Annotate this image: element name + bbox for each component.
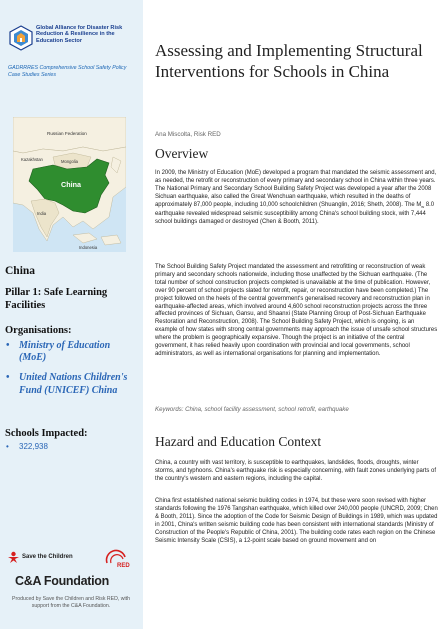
country-title: China: [5, 265, 36, 277]
risk-red-label: RED: [117, 563, 130, 569]
gadrrres-logo-icon: [8, 24, 34, 52]
document-title: Assessing and Implementing Structural Interventions for Schools in China: [155, 41, 423, 81]
overview-paragraph-1: [155, 170, 438, 227]
overview-paragraph-2: The School Building Safety Project mandated the assessment and retrofitting or reconstruction of weak primary and secondary schools nationwide, including those unaffected by the Sichuan earthquake. (The total number of school construction projects completed is unavailable at the time of publication. However, over 90 percent of school projects slated for retrofit, repair, or reconstruction have been completed.) The project followed on the heels of the central government's generalised recovery and reconstruction plan in earthquake-affected areas, which involved around 4,600 school reconstruction projects across the three affected provinces of Sichuan, Gansu, and Shaanxi (State Planning Group of Post-Sichuan Earthquake Restoration and Reconstruction, 2008). The School Building Safety Project, which is ongoing, is an example of how states with strong central governments may approach the issue of unsafe school structures where the problem is geographically expansive. Though the project is an initiative of the central government, it has relied heavily upon coordination with provincial and local governments, school administrators, as well as international organisations for planning and implementation.: [155, 264, 438, 357]
series-label: GADRRRES Comprehensive School Safety Policy Case Studies Series: [8, 65, 127, 78]
sidebar: [0, 0, 143, 629]
ca-foundation-logo: [15, 574, 109, 588]
overview-heading: Overview: [155, 146, 209, 161]
risk-red-logo: [103, 547, 137, 569]
organisation-item: • Ministry of Education (MoE): [5, 340, 139, 364]
map-label-russia: Russian Federation: [47, 131, 87, 136]
overview-p1-part-a: In 2009, the Ministry of Education (MoE) developed a program that mandated the seismic assessment and, as needed, the retrofit or reconstruction of every primary and secondary school in China within three years. The National Primary and Secondary School Building Safety Project was developed a year after the 2008 Sichuan earthquake, also called the Great Wenchuan earthquake, which resulted in the deaths of approximately 87,000 people, including 10,000 schoolchildren (Shuanglin, 2016; Sheth, 2008). The M: [155, 170, 437, 208]
save-the-children-logo: Save the Children: [22, 554, 73, 560]
keywords-line: Keywords: China, school facility assessment, school retrofit, earthquake: [155, 406, 349, 413]
author-line: Ana Miscolta, Risk RED: [155, 131, 221, 138]
pillar-title: Pillar 1: Safe Learning Facilities: [5, 287, 108, 311]
ca-label-c: C: [15, 574, 24, 588]
map-label-indonesia: Indonesia: [79, 245, 98, 250]
map-label-mongolia: Mongolia: [61, 159, 78, 164]
produced-by-note: Produced by Save the Children and Risk RED, with support from the C&A Foundation.: [12, 596, 130, 609]
schools-impacted-value: • 322,938: [5, 442, 48, 451]
ca-label-amp: &: [23, 574, 33, 588]
map-label-kazakhstan: Kazakhstan: [21, 157, 43, 162]
overview-p1-part-b: 8.0 earthquake revealed widespread seismic susceptibility among China's school building stock, with 7,444 school buildings damaged or destroyed (Chen & Booth, 2011).: [155, 201, 435, 225]
logo-text: Global Alliance for Disaster Risk Reduction & Resilience in the Education Sector: [36, 25, 123, 44]
schools-impacted-heading: Schools Impacted:: [5, 428, 88, 439]
overview-p1-subscript: w: [421, 203, 425, 209]
organisations-list: [5, 340, 139, 405]
organisations-heading: Organisations:: [5, 325, 72, 336]
save-the-children-icon: [7, 551, 20, 564]
gadrrres-logo: [8, 22, 140, 58]
map-label-india: India: [37, 211, 47, 216]
hazard-paragraph-1: China, a country with vast territory, is susceptible to earthquakes, landslides, floods, droughts, winter storms, and typhoons. China's earthquake risk is especially concerning, with fault zones underlying parts of the country's western and eastern regions, including the capital.: [155, 460, 437, 482]
hazard-paragraph-2: China first established national seismic building codes in 1974, but these were soon revised with higher standards following the 1976 Tangshan earthquake, which killed over 240,000 people (UNCRD, 2009; Chen & Booth, 2011). Since the adoption of the Code for Seismic Design of Buildings in 1989, which was updated in 2001, China's written seismic building code has been consistent with international standards (Ministry of Construction of the People's Republic of China, 2001). The building code rates each region on the Chinese Seismic Intensity Scale (CSIS), a 12-point scale based on ground movement and on: [155, 498, 438, 544]
china-map: [13, 117, 126, 252]
map-label-china: China: [61, 180, 81, 189]
hazard-heading: Hazard and Education Context: [155, 434, 322, 449]
main-column: [155, 0, 440, 629]
organisation-item: • United Nations Children's Fund (UNICEF) China: [5, 372, 139, 396]
ca-label-rest: A Foundation: [32, 574, 109, 588]
